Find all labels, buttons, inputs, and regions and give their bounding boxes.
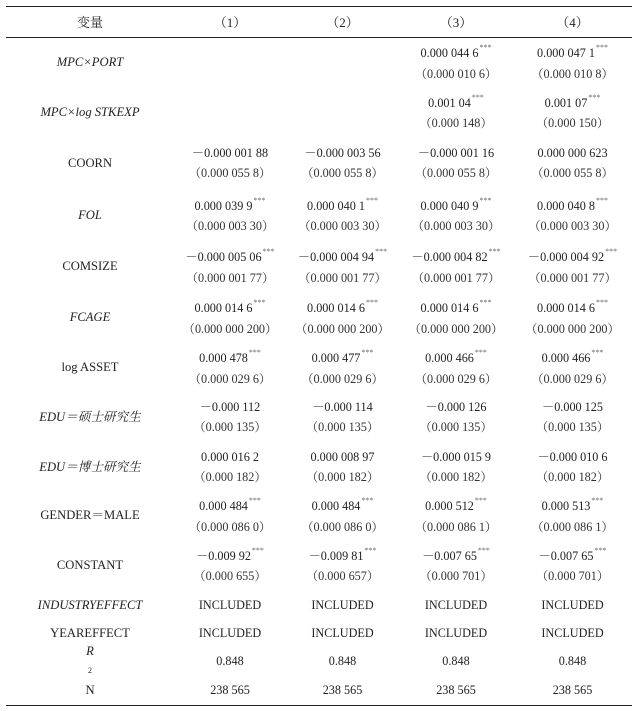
coefficient-value: 0.001 07 [544, 96, 588, 111]
coefficient-line [312, 493, 374, 516]
coefficient-value: 0.000 014 6 [194, 301, 253, 316]
significance-stars: *** [364, 545, 377, 555]
table-cell [286, 491, 399, 539]
table-cell [513, 137, 632, 189]
coefficient-value: 0.000 014 6 [307, 301, 365, 316]
standard-error: （0.000 010 8） [531, 66, 614, 81]
coefficient-line [201, 447, 259, 467]
significance-stars: *** [375, 247, 388, 257]
coefficient-value: 0.848 [328, 654, 357, 668]
standard-error: （0.000 701） [419, 569, 493, 584]
row-label-text: EDU＝硕士研究生 [39, 410, 141, 424]
standard-error: （0.000 010 6） [414, 66, 498, 81]
coefficient-line [542, 397, 603, 417]
row-label [6, 491, 174, 539]
coefficient-value: 0.000 478 [199, 351, 248, 366]
standard-error: （0.000 029 6） [188, 371, 272, 386]
row-label-text: COMSIZE [62, 259, 118, 273]
significance-stars: *** [248, 496, 261, 506]
standard-error: （0.000 182） [419, 469, 493, 484]
coefficient-line [311, 623, 373, 643]
standard-error: （0.000 000 200） [182, 321, 278, 336]
table-cell [174, 292, 286, 342]
standard-error: （0.000 029 6） [531, 371, 614, 386]
coefficient-value: 0.000 014 6 [420, 301, 479, 316]
table-cell [286, 590, 399, 619]
significance-stars: *** [488, 247, 501, 257]
coefficient-line [199, 345, 261, 368]
coefficient-value: 0.000 040 8 [537, 199, 595, 214]
coefficient-line [425, 493, 487, 516]
coefficient-value: 0.001 04 [428, 96, 471, 111]
coefficient-value: INCLUDED [311, 597, 374, 612]
row-label [6, 392, 174, 442]
table-cell [513, 240, 632, 292]
coefficient-value: 0.000 016 2 [201, 449, 259, 464]
coefficient-value: 0.000 014 6 [537, 301, 595, 316]
table-cell [174, 647, 286, 675]
coefficient-value: －0.009 92 [196, 549, 251, 564]
coefficient-value: 0.848 [216, 654, 244, 668]
significance-stars: *** [248, 348, 261, 358]
coefficient-value: 0.000 513 [541, 499, 591, 514]
table-row [6, 590, 632, 619]
row-label-text: GENDER＝MALE [40, 508, 140, 522]
row-label-text: R [86, 644, 94, 658]
significance-stars: *** [595, 195, 608, 205]
standard-error: （0.000 086 1） [531, 519, 614, 534]
table-cell [286, 539, 399, 590]
significance-stars: *** [595, 43, 608, 53]
table-cell [513, 442, 632, 491]
significance-stars: *** [253, 195, 266, 205]
header-col-3: （3） [439, 15, 473, 30]
significance-stars: *** [474, 348, 487, 358]
table-cell [286, 240, 399, 292]
standard-error: （0.000 000 200） [408, 321, 504, 336]
coefficient-value: INCLUDED [198, 626, 262, 640]
table-row [6, 392, 632, 442]
standard-error: （0.000 000 200） [525, 321, 620, 336]
coefficient-value: 0.000 466 [425, 351, 474, 366]
significance-stars: *** [595, 298, 608, 308]
standard-error: （0.000 055 8） [414, 166, 498, 180]
coefficient-value: －0.000 005 06 [185, 250, 262, 265]
row-label [6, 675, 174, 705]
standard-error: （0.000 001 77） [411, 270, 501, 285]
coefficient-line [542, 493, 604, 516]
table-cell [286, 675, 399, 705]
standard-error: （0.000 001 77） [298, 270, 387, 285]
row-label-text: FCAGE [69, 310, 111, 324]
row-label-superscript: 2 [88, 666, 92, 675]
coefficient-line [199, 493, 261, 516]
coefficient-line [422, 543, 490, 566]
standard-error: （0.000 135） [419, 420, 493, 434]
coefficient-value: INCLUDED [424, 626, 488, 640]
significance-stars: *** [479, 195, 492, 205]
table-cell [513, 675, 632, 705]
coefficient-line [425, 595, 487, 615]
table-cell [513, 491, 632, 539]
standard-error: （0.000 086 1） [414, 519, 498, 534]
coefficient-line [200, 397, 261, 417]
coefficient-value: －0.000 003 56 [304, 146, 381, 160]
coefficient-line [312, 345, 374, 368]
row-label-text: FOL [78, 207, 102, 222]
coefficient-value: －0.000 004 92 [527, 250, 605, 265]
coefficient-line [537, 143, 607, 163]
row-label-text: YEAREFFECT [50, 626, 130, 640]
coefficient-value: 0.000 477 [311, 351, 361, 366]
significance-stars: *** [477, 545, 490, 555]
header-col-1: （1） [213, 15, 247, 30]
table-row [6, 292, 632, 342]
table-cell [399, 491, 513, 539]
table-cell [174, 189, 286, 240]
coefficient-value: 0.000 484 [311, 499, 361, 514]
coefficient-value: 238 565 [322, 683, 363, 697]
table-cell [286, 647, 399, 675]
coefficient-value: 238 565 [210, 683, 250, 697]
coefficient-value: INCLUDED [424, 597, 488, 612]
table-cell [513, 619, 632, 647]
coefficient-line [426, 397, 487, 417]
coefficient-value: INCLUDED [311, 626, 374, 640]
table-cell [174, 342, 286, 392]
coefficient-value: －0.000 004 94 [297, 250, 375, 265]
table-cell [174, 392, 286, 442]
significance-stars: *** [479, 43, 492, 53]
coefficient-line [421, 193, 492, 216]
significance-stars: *** [591, 496, 604, 506]
significance-stars: *** [591, 348, 604, 358]
coefficient-line [421, 447, 491, 467]
table-cell [174, 240, 286, 292]
coefficient-line [311, 595, 373, 615]
table-cell [399, 647, 513, 675]
coefficient-value: －0.000 010 6 [537, 449, 608, 464]
row-label [6, 539, 174, 590]
coefficient-value: －0.000 004 82 [411, 250, 488, 265]
table-row [6, 644, 632, 675]
standard-error: （0.000 655） [193, 569, 267, 584]
table-cell [286, 137, 399, 189]
coefficient-value: －0.009 81 [308, 549, 364, 564]
table-cell [174, 539, 286, 590]
standard-error: （0.000 003 30） [528, 219, 617, 234]
table-cell [513, 392, 632, 442]
table-cell [286, 442, 399, 491]
coefficient-value: 0.000 008 97 [310, 449, 375, 464]
row-label [6, 189, 174, 240]
standard-error: （0.000 003 30） [298, 219, 387, 234]
coefficient-value: 0.000 000 623 [537, 146, 608, 160]
coefficient-line [425, 623, 487, 643]
coefficient-value: －0.000 112 [199, 400, 261, 414]
table-cell [399, 619, 513, 647]
coefficient-line [418, 143, 494, 163]
table-cell [513, 647, 632, 675]
standard-error: （0.000 135） [193, 420, 267, 434]
significance-stars: *** [262, 247, 275, 257]
coefficient-line [537, 295, 608, 318]
coefficient-line [442, 651, 469, 671]
coefficient-value: 0.848 [442, 654, 470, 668]
row-label-text: N [85, 683, 95, 697]
coefficient-value: 0.000 040 1 [307, 199, 365, 214]
table-cell [399, 392, 513, 442]
row-label-text: EDU＝博士研究生 [39, 459, 141, 474]
standard-error: （0.000 135） [535, 420, 610, 434]
table-row [6, 619, 632, 647]
row-label [6, 86, 174, 137]
standard-error: （0.000 182） [305, 469, 380, 484]
table-row [6, 38, 632, 86]
row-label-text: MPC×log STKEXP [40, 104, 140, 119]
row-label [6, 644, 174, 675]
coefficient-value: 0.000 047 1 [537, 46, 595, 61]
bottom-rule [6, 705, 632, 706]
coefficient-value: 238 565 [436, 683, 476, 697]
coefficient-line [421, 40, 492, 63]
table-cell [513, 189, 632, 240]
row-label-text: log ASSET [61, 360, 119, 374]
significance-stars: *** [251, 545, 264, 555]
table-row [6, 442, 632, 491]
row-label-text: COORN [67, 156, 113, 170]
coefficient-value: 0.000 466 [541, 351, 591, 366]
table-cell [399, 189, 513, 240]
standard-error: （0.000 182） [535, 469, 610, 484]
coefficient-value: 0.000 484 [199, 499, 248, 514]
coefficient-line [545, 90, 601, 113]
table-cell [286, 38, 399, 86]
table-cell [286, 189, 399, 240]
standard-error: （0.000 001 77） [528, 270, 617, 285]
coefficient-line [537, 447, 607, 467]
table-row [6, 491, 632, 539]
coefficient-line [539, 543, 607, 566]
coefficient-line [537, 193, 608, 216]
coefficient-line [309, 543, 377, 566]
table-cell [286, 342, 399, 392]
table-row [6, 342, 632, 392]
coefficient-line [542, 345, 604, 368]
table-cell [513, 38, 632, 86]
table-row [6, 675, 632, 705]
standard-error: （0.000 055 8） [301, 166, 384, 180]
coefficient-line [537, 40, 608, 63]
significance-stars: *** [361, 496, 374, 506]
coefficient-value: －0.000 001 16 [417, 146, 495, 160]
table-cell [174, 491, 286, 539]
standard-error: （0.000 055 8） [531, 166, 614, 180]
coefficient-line [541, 623, 603, 643]
coefficient-line [195, 193, 266, 216]
standard-error: （0.000 029 6） [414, 371, 498, 386]
coefficient-value: －0.007 65 [538, 549, 594, 564]
table-cell [399, 292, 513, 342]
significance-stars: *** [365, 195, 378, 205]
table-cell [174, 86, 286, 137]
coefficient-line [307, 193, 378, 216]
coefficient-value: 0.000 512 [425, 499, 474, 514]
significance-stars: *** [605, 247, 618, 257]
row-label-text: MPC×PORT [56, 55, 124, 69]
table-cell [286, 292, 399, 342]
row-label [6, 590, 174, 619]
coefficient-value: INCLUDED [541, 626, 604, 640]
table-row [6, 539, 632, 590]
coefficient-line [329, 651, 356, 671]
coefficient-line [199, 595, 261, 615]
table-cell [286, 392, 399, 442]
table-cell [399, 675, 513, 705]
table-row [6, 189, 632, 240]
coefficient-line [307, 295, 378, 318]
table-cell [399, 342, 513, 392]
coefficient-value: 238 565 [552, 683, 593, 697]
table-row [6, 240, 632, 292]
significance-stars: *** [594, 545, 607, 555]
table-row [6, 86, 632, 137]
table-cell [174, 590, 286, 619]
coefficient-line [195, 295, 266, 318]
significance-stars: *** [471, 92, 484, 102]
coefficient-line [192, 143, 268, 163]
standard-error: （0.000 148） [419, 116, 493, 131]
row-label [6, 38, 174, 86]
standard-error: （0.000 029 6） [301, 371, 384, 386]
coefficient-line [312, 397, 373, 417]
row-label [6, 292, 174, 342]
standard-error: （0.000 000 200） [295, 321, 390, 336]
header-col-2: （2） [326, 15, 359, 30]
standard-error: （0.000 003 30） [185, 219, 275, 234]
significance-stars: *** [474, 496, 487, 506]
standard-error: （0.000 086 0） [301, 519, 384, 534]
table-cell [174, 442, 286, 491]
coefficient-value: 0.000 044 6 [420, 46, 479, 61]
coefficient-value: －0.000 114 [312, 400, 373, 414]
standard-error: （0.000 001 77） [185, 270, 275, 285]
table-cell [513, 292, 632, 342]
coefficient-value: INCLUDED [198, 597, 262, 612]
row-label-text: INDUSTRYEFFECT [37, 597, 143, 612]
coefficient-line [298, 244, 387, 267]
table-cell [399, 240, 513, 292]
standard-error: （0.000 055 8） [188, 166, 272, 180]
table-cell [399, 86, 513, 137]
significance-stars: *** [479, 298, 492, 308]
standard-error: （0.000 003 30） [411, 219, 501, 234]
table-cell [399, 590, 513, 619]
row-label [6, 442, 174, 491]
coefficient-value: 0.000 040 9 [420, 199, 479, 214]
table-cell [286, 86, 399, 137]
standard-error: （0.000 701） [535, 569, 610, 584]
coefficient-line [304, 143, 380, 163]
significance-stars: *** [253, 298, 266, 308]
coefficient-line [425, 345, 487, 368]
coefficient-value: －0.007 65 [422, 549, 477, 564]
table-cell [174, 619, 286, 647]
coefficient-line [199, 623, 261, 643]
row-label [6, 240, 174, 292]
coefficient-line [216, 651, 243, 671]
standard-error: （0.000 135） [305, 420, 380, 434]
table-cell [513, 342, 632, 392]
coefficient-line [528, 244, 617, 267]
standard-error: （0.000 150） [535, 116, 610, 131]
coefficient-value: －0.000 001 88 [191, 146, 269, 160]
coefficient-value: －0.000 015 9 [420, 449, 492, 464]
row-label [6, 137, 174, 189]
coefficient-line [411, 244, 500, 267]
table-cell [513, 539, 632, 590]
standard-error: （0.000 657） [305, 569, 380, 584]
coefficient-line [196, 543, 264, 566]
table-cell [399, 38, 513, 86]
coefficient-line [428, 90, 484, 113]
row-label [6, 342, 174, 392]
coefficient-line [323, 680, 363, 700]
coefficient-line [421, 295, 492, 318]
table-cell [174, 675, 286, 705]
header-col-4: （4） [556, 15, 589, 30]
significance-stars: *** [365, 298, 378, 308]
table-cell [399, 137, 513, 189]
significance-stars: *** [361, 348, 374, 358]
header-variable: 变量 [76, 15, 103, 30]
coefficient-line [311, 447, 375, 467]
table-cell [174, 137, 286, 189]
coefficient-value: －0.000 126 [425, 400, 487, 414]
coefficient-value: 0.848 [558, 654, 587, 668]
table-cell [174, 38, 286, 86]
row-label-text: CONSTANT [56, 557, 124, 572]
table-row [6, 137, 632, 189]
significance-stars: *** [588, 92, 601, 102]
standard-error: （0.000 086 0） [188, 519, 272, 534]
table-cell [513, 590, 632, 619]
coefficient-value: INCLUDED [541, 597, 604, 612]
table-cell [286, 619, 399, 647]
coefficient-value: 0.000 039 9 [194, 199, 253, 214]
coefficient-line [185, 244, 274, 267]
coefficient-line [553, 680, 593, 700]
coefficient-value: －0.000 125 [542, 400, 603, 414]
standard-error: （0.000 182） [193, 469, 267, 484]
table-cell [399, 442, 513, 491]
coefficient-line [436, 680, 476, 700]
table-cell [513, 86, 632, 137]
coefficient-line [541, 595, 603, 615]
coefficient-line [210, 680, 250, 700]
coefficient-line [559, 651, 586, 671]
table-cell [399, 539, 513, 590]
